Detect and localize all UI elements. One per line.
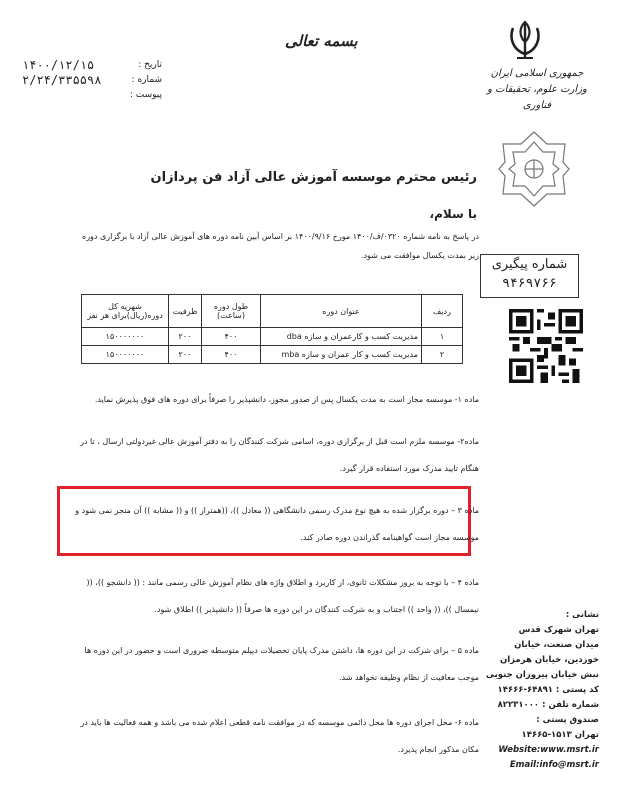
number-value: ۲/۲۴/۳۳۵۵۹۸ [22, 73, 102, 87]
website-link[interactable]: Website:www.msrt.ir [498, 745, 599, 755]
cell-row-number: ۲ [422, 346, 463, 364]
col-header-course-title: عنوان دوره [261, 295, 422, 328]
date-value: ۱۴۰۰/۱۲/۱۵ [22, 58, 95, 72]
cell-course-title: مدیریت کسب و کار عمران و سازه mba [261, 346, 422, 364]
article-6: ماده ۶- محل اجرای دوره ها محل دائمی موسسه که در موافقت نامه قطعی اعلام شده می باشد و همه فعالیت ها باید در مکان مذکور انجام پذیرد. [80, 718, 479, 754]
article-5: ماده ۵ – برای شرکت در این دوره ها، داشتن مدرک پایان تحصیلات دیپلم متوسطه ضروری است و حضور در این دوره ها موجب معافیت از نظام وظیفه نخواهد شد. [84, 646, 479, 682]
qr-code-icon [509, 309, 583, 383]
col-header-duration: طول دوره (ساعت) [202, 295, 261, 328]
table-row [82, 328, 463, 346]
letter-meta [22, 58, 162, 103]
email-link[interactable]: Email:info@msrt.ir [509, 760, 599, 770]
cell-tuition: ۱۵۰۰۰۰۰۰۰ [82, 328, 169, 346]
table-row [82, 346, 463, 364]
col-header-capacity: ظرفیت [169, 295, 202, 328]
ornament-icon [497, 130, 571, 208]
cell-course-title: مدیریت کسب و کارعمران و سازه dba [261, 328, 422, 346]
iran-emblem-icon [505, 18, 545, 62]
col-header-tuition: شهریه کل دوره(ریال)برای هر نفر [82, 295, 169, 328]
recipient-line: رئیس محترم موسسه آموزش عالی آزاد فن پردازان [150, 170, 477, 185]
cell-duration: ۴۰۰ [202, 346, 261, 364]
cell-capacity: ۲۰۰ [169, 346, 202, 364]
article-1: ماده ۱- موسسه مجاز است به مدت یکسال پس از صدور مجوز، دانشپذیر را صرفاً برای دوره های فوق پذیرش نماید. [94, 395, 479, 404]
po-box-value: تهران ۱۵۱۳-۱۴۶۶۵ [521, 730, 599, 740]
number-label: شماره : [131, 75, 162, 85]
cell-row-number: ۱ [422, 328, 463, 346]
attachment-label: پیوست : [129, 90, 162, 100]
bismillah-heading: بسمه تعالی [285, 32, 358, 50]
ministry-line-2: وزارت علوم، تحقیقات و فناوری [487, 84, 587, 111]
date-label: تاریخ : [138, 60, 162, 70]
article-3: ماده ۳ – دوره برگزار شده به هیچ نوع مدرک رسمی دانشگاهی (( معادل ))، ((همتراز )) و (( مشابه )) آن منجر نمی شود و موسسه مجاز است گواهینامه گذراندن دوره صادر کند. [75, 506, 479, 542]
article-2: ماده۲- موسسه ملزم است قبل از برگزاری دوره، اسامی شرکت کنندگان را به دفتر آموزش عالی غیردولتی ارسال ، تا در هنگام تایید مدرک مورد استفاده قرار گیرد. [80, 437, 479, 473]
cell-capacity: ۲۰۰ [169, 328, 202, 346]
table-header-row [82, 295, 463, 328]
tracking-number-box [480, 254, 579, 298]
col-header-row-number: ردیف [422, 295, 463, 328]
ministry-title [477, 66, 597, 114]
article-4: ماده ۴ – با توجه به بروز مشکلات ثانوی، از کاربرد و اطلاق واژه های نظام آموزش عالی رسمی مانند : (( دانشجو ))، (( نیمسال ))، (( واحد )) اجتناب و به شرکت کنندگان در این دوره ها صرفاً (( دانشپذیر )) اطلاق شود. [86, 578, 479, 614]
address-line: تهران شهرک قدس [518, 625, 599, 635]
courses-table [81, 294, 463, 364]
address-line: نبش خیابان پیروزان جنوبی [486, 670, 599, 680]
tracking-number: ۹۴۶۹۷۶۶ [502, 276, 557, 291]
ministry-line-1: جمهوری اسلامی ایران [490, 68, 584, 79]
intro-paragraph: در پاسخ به نامه شماره ۰۳۲۰/ف/۱۴۰۰ مورخ ۱۴۰۰/۹/۱۶ بر اساس آیین نامه دوره های آموزش عالی آزاد با برگزاری دوره زیر بمدت یکسال موافقت می شود. [82, 232, 479, 260]
tracking-label: شماره پیگیری [491, 257, 568, 272]
contact-address-block [459, 608, 599, 773]
address-title: نشانی : [565, 610, 599, 620]
salutation: با سلام، [429, 207, 477, 221]
phone-number: شماره تلفن : ۸۲۲۳۱۰۰۰ [497, 700, 599, 710]
cell-duration: ۴۰۰ [202, 328, 261, 346]
cell-tuition: ۱۵۰۰۰۰۰۰۰ [82, 346, 169, 364]
address-line: خوردین، خیابان هرمزان [499, 655, 599, 665]
postal-code: کد پستی : ۶۴۸۹۱-۱۴۶۶۶ [497, 685, 599, 695]
po-box-label: صندوق پستی : [536, 715, 599, 725]
address-line: میدان صنعت، خیابان [514, 640, 599, 650]
